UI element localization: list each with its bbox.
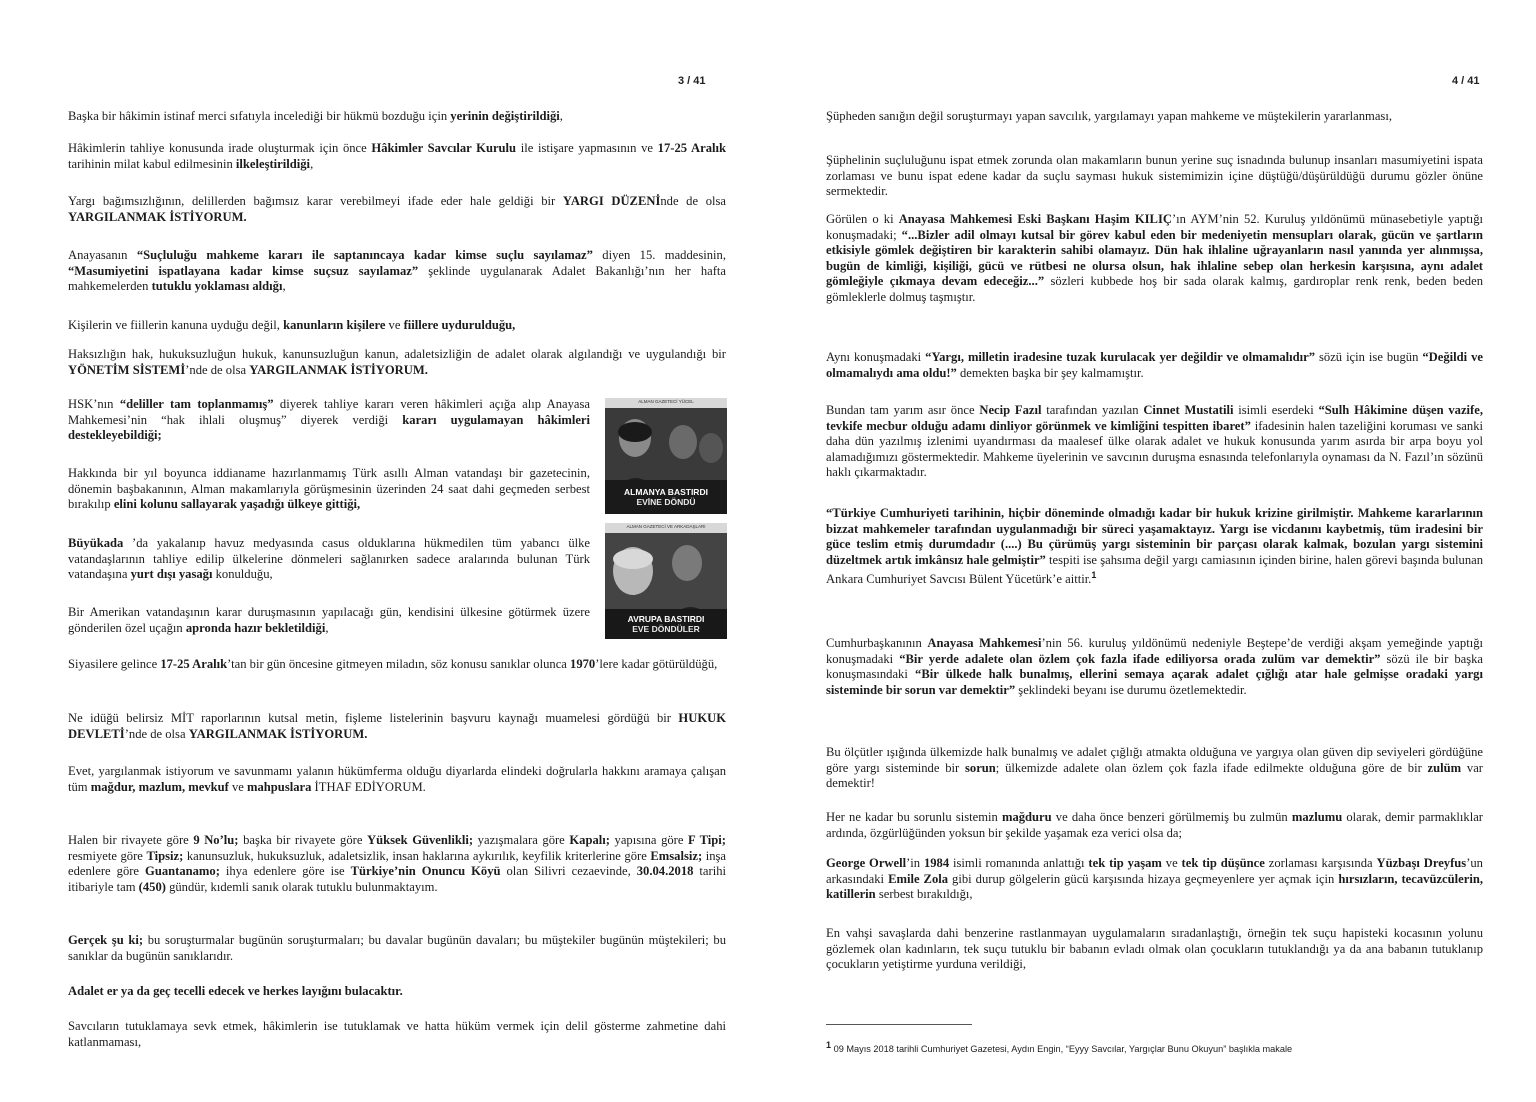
bold-text: “Suçluluğu mahkeme kararı ile saptanıncaya kadar kimse suçlu sayılamaz”	[136, 248, 593, 262]
text-run: konulduğu,	[212, 567, 273, 582]
text-run: Bu ölçütler ışığında ülkemizde halk bunalmış ve adalet çığlığı atmakta olduğuna ve yargıya olan güven dip seviyeleri gördüğüne göre yargı sisteminde bir	[826, 745, 1483, 775]
document-page-4	[768, 0, 1536, 1102]
bold-text: mazlumu	[1291, 810, 1343, 824]
text-run: bu soruşturmalar bugünün soruşturmaları; bu davalar bugünün davaları; bu müştekiler bugünün müştekileri; bu sanıklar da bugünün sanıklarıdır.	[68, 933, 726, 963]
bold-text: yurt dışı yasağı	[130, 567, 213, 582]
bold-text: 17-25 Aralık	[657, 141, 727, 155]
text-run: En vahşi savaşlarda dahi benzerine rastlanmayan uygulamaların sıradanlaştığı, örneğin tek suçu hapisteki kocasının yolunu gözlemek olan kadınların, tek suçu tutuklu bir babanın evladı olmak olan çocukların tutuklandığı ya da ana babanın tutuklanıp çocukların yetiştirme yurduna verildiği,	[826, 926, 1483, 972]
text-run: inşa edenlere göre	[68, 848, 726, 879]
text-run: Halen bir rivayete göre	[68, 833, 194, 847]
bold-text: 17-25 Aralık	[160, 657, 228, 671]
photo-caption-line-1: AVRUPA BASTIRDI	[627, 614, 705, 624]
paragraph	[826, 926, 1483, 973]
bold-text: Guantanamo;	[145, 864, 220, 879]
photo-header-text: ALMAN GAZETECİ VE ARKADAŞLARI	[626, 524, 706, 529]
text-run: Hakkında bir yıl boyunca iddianame hazırlanmamış Türk asıllı Alman vatandaşı bir gazetecinin, dönemin başbakanının, Alman makamlarıyla görüşmesinin üzerinden 24 saat dahi geçmeden serbest bırakılıp	[68, 466, 590, 512]
text-run: ,	[310, 156, 314, 171]
paragraph	[68, 605, 590, 636]
bold-text: Cinnet Mustatili	[1143, 403, 1234, 417]
text-run: diyerek tahliye kararı veren hâkimleri açığa alıp Anayasa Mahkemesi’nin “hak ihlali oluşmuş” diyerek verdiği	[68, 397, 590, 427]
bold-text: “deliller tam toplanmamış”	[119, 397, 274, 411]
text-run: kanunsuzluk, hukuksuzluk, adaletsizlik, insan haklarına aykırılık, keyfilik kriterlerine göre	[183, 848, 651, 863]
bold-text: Tipsiz;	[146, 848, 184, 863]
bold-text: tek tip düşünce	[1181, 856, 1265, 870]
text-run: Savcıların tutuklamaya sevk etmek, hâkimlerin ise tutuklamak ve hatta hüküm vermek için delil gösterme zahmetine dahi katlanmaması,	[68, 1019, 726, 1049]
text-run: ,	[559, 109, 563, 123]
paragraph	[826, 109, 1483, 125]
photo-header-text: ALMAN GAZETECİ YÜCEL	[638, 399, 694, 404]
text-run: ; ülkemizde adalete olan özlem çok fazla ifade edilmekte olduğuna göre de bir	[995, 760, 1428, 775]
bold-text: “Bir ülkede halk bunalmış, ellerini semaya açarak adalet çığlığı atar hale gelmişse oradaki yargı sisteminde bir sorun var demektir”	[826, 667, 1483, 697]
bold-text: tutuklu yoklaması aldığı	[151, 279, 283, 294]
text-run: Görülen o ki	[826, 212, 899, 226]
text-run: Şüpheden sanığın değil soruşturmayı yapan savcılık, yargılamayı yapan mahkeme ve müştekilerin yararlanması,	[826, 109, 1392, 123]
bold-text: 1970	[570, 657, 596, 671]
bold-text: “Türkiye Cumhuriyeti tarihinin, hiçbir döneminde olmadığı kadar bir hukuk krizine girilmiştir. Mahkeme kararlarının bizzat mahkemeler tarafından uygulanmadığı bir süreci yaşamaktayız. Yargı ise vicdanını kaybetmiş, tüm iradesini bir güce teslim etmiş durumdadır (....) Bu çürümüş yargı sisteminin bir parçası olarak kalmak, bozulan yargı sistemini düzeltmek artık imkânsız hale gelmiştir”	[826, 506, 1483, 567]
paragraph	[68, 933, 726, 964]
text-run: resmiyete göre	[68, 848, 147, 863]
text-run: Her ne kadar bu sorunlu sistemin	[826, 810, 1002, 824]
paragraph	[68, 536, 590, 583]
paragraph	[68, 466, 590, 513]
text-run: ’nde de olsa	[185, 362, 250, 377]
text-run: Şüphelinin suçluluğunu ispat etmek zorunda olan makamların bunun yerine suç isnadında bulunup insanları masumiyetini ispata zorlaması ve bunu ispat edene kadar da suçlu sayması hukuk sistemimizin içine düştüğü/düşürüldüğü durumu gözler önüne sermektedir.	[826, 153, 1483, 199]
photo-caption-line-2: EVİNE DÖNDÜ	[636, 497, 696, 507]
text-run: ve	[385, 318, 404, 332]
bold-text: “Bir yerde adalete olan özlem çok fazla ifade ediliyorsa orada zulüm var demektir”	[899, 651, 1381, 666]
paragraph	[68, 347, 726, 378]
paragraph	[68, 141, 726, 172]
text-run: Kişilerin ve fiillerin kanuna uyduğu değil,	[68, 318, 284, 332]
bold-text: YARGILANMAK İSTİYORUM.	[68, 209, 247, 224]
footnote-reference: 1	[1091, 570, 1097, 581]
text-run: Başka bir hâkimin istinaf merci sıfatıyla incelediği bir hükmü bozduğu için	[68, 109, 451, 123]
text-run: ’nde de olsa	[124, 726, 189, 741]
text-run: Haksızlığın hak, hukuksuzluğun hukuk, kanunsuzluğun kanun, adaletsizliğin de adalet olarak algılandığı ve uygulandığı bir	[68, 347, 726, 361]
text-run: ve	[228, 779, 248, 794]
text-run: sözü ile bir başka konuşmasındaki	[826, 651, 1483, 682]
text-run: Yargı bağımsızlığının, delillerden bağımsız karar verebilmeyi ifade eder hale geldiği bir	[68, 194, 563, 208]
text-run: başka bir rivayete göre	[238, 833, 368, 847]
text-run: yazışmalara göre	[473, 833, 570, 847]
photo-caption-line-2: EVE DÖNDÜLER	[632, 624, 700, 634]
bold-text: YARGILANMAK İSTİYORUM.	[249, 362, 428, 377]
text-run: ’lere kadar götürüldüğü,	[595, 657, 718, 671]
bold-text: elini kolunu sallayarak yaşadığı ülkeye gittiği,	[113, 497, 361, 512]
paragraph	[826, 403, 1483, 481]
bold-text: YÖNETİM SİSTEMİ	[68, 362, 186, 377]
text-run: Siyasilere gelince	[68, 657, 161, 671]
text-run: ile istişare yapmasının ve	[516, 141, 658, 155]
bold-text: Yüksek Güvenlikli;	[367, 833, 474, 847]
text-run: ve	[1161, 856, 1182, 870]
text-run: tarihi itibariyle tam	[68, 864, 726, 894]
text-run: İTHAF EDİYORUM.	[311, 779, 426, 794]
text-run: ,	[282, 279, 286, 294]
text-run: Cumhurbaşkanının	[826, 636, 928, 650]
paragraph	[68, 764, 726, 795]
bold-text: 30.04.2018	[636, 864, 694, 879]
bold-text: ilkeleştirildiği	[235, 156, 311, 171]
bold-text: “Masumiyetini ispatlayana kadar kimse suçsuz sayılamaz”	[68, 263, 419, 278]
paragraph	[826, 212, 1483, 306]
text-run: Anayasanın	[68, 248, 137, 262]
news-photo-2	[605, 523, 727, 639]
text-run: yapısına göre	[609, 833, 689, 847]
bold-text: YARGI DÜZENİ	[562, 194, 661, 208]
text-run: Ne idüğü belirsiz MİT raporlarının kutsal metin, fişleme listelerinin başvuru kaynağı muamelesi gördüğü bir	[68, 711, 679, 725]
text-run: ’ın AYM’nin 52. Kuruluş yıldönümü münasebetiyle yaptığı konuşmadaki;	[826, 212, 1483, 242]
text-run: Aynı konuşmadaki	[826, 350, 926, 364]
paragraph	[68, 833, 726, 895]
bold-text: kararı uygulamayan hâkimleri destekleyebildiği;	[68, 412, 590, 443]
text-run: serbest bırakıldığı,	[875, 887, 973, 902]
bold-text: Anayasa Mahkemesi Eski Başkanı Haşim KILIÇ	[898, 212, 1172, 226]
text-run: ’da yakalanıp havuz medyasında casus olduklarına hükmedilen tüm yabancı ülke vatandaşlarının tahliye edilip ülkelerine dönmeleri sağlanırken sadece aralarında bulunan Türk vatandaşına	[68, 536, 590, 582]
news-photo-1	[605, 398, 727, 514]
footnote	[826, 1040, 1486, 1054]
bold-text: Necip Fazıl	[979, 403, 1042, 417]
bold-text: Gerçek şu ki;	[68, 933, 144, 947]
text-run: gibi durup gölgelerin gücü karşısında hizaya geçmeyenlere yer açmak için	[948, 871, 1339, 886]
bold-text: tek tip yaşam	[1088, 856, 1162, 870]
bold-text: sorun	[965, 760, 996, 775]
text-run: şeklindeki beyanı ise durumu özetlemektedir.	[1015, 682, 1247, 697]
text-run: ihya edenlere göre ise	[219, 864, 351, 879]
bold-text: Adalet er ya da geç tecelli edecek ve herkes layığını bulacaktır.	[68, 984, 403, 998]
bold-text: “...Bizler adil olmayı kutsal bir görev kabul eden bir medeniyetin mensupları olarak, gücün ve şartların etkisiyle gömlek değiştiren bir karakterin sahibi olamayız. Dün hak ihlaline uğrayanların nasıl yanında yer alınmışsa, bugün de kimliği, kişiliği, gücü ve rütbesi ne olursa olsun, hak ihlaline sebep olan herkesin karşısına, aynı adalet gömleğiyle çıkmaya devam edeceğiz...”	[826, 227, 1483, 289]
bold-text: “Değildi ve olmamalıydı ama oldu!”	[826, 350, 1483, 380]
paragraph	[68, 984, 726, 1000]
paragraph	[826, 506, 1483, 588]
text-run: gündür, kıdemli sanık olarak tutuklu bulunmaktayım.	[165, 879, 438, 894]
paragraph	[68, 711, 726, 742]
bold-text: 9 No’lu;	[193, 833, 239, 847]
text-run: ve daha önce benzeri görülmemiş bu zulmün	[1051, 810, 1292, 824]
footnote-text: 09 Mayıs 2018 tarihli Cumhuriyet Gazetesi, Aydın Engin, “Eyyy Savcılar, Yargıçlar Bunu Okuyun” başlıkla makale	[833, 1044, 1293, 1055]
paragraph	[68, 397, 590, 444]
page-number: 4 / 41	[1452, 75, 1480, 87]
text-run: ifadesinin halen tazeliğini koruması ve sanki daha dün yazılmış izlenimi uyandırması da maalesef ülke olarak adalet ve hukuk konusunda yarım asırda bir arpa boyu yol alamadığımızı göstermektedir. Mahkeme üyelerinin ve savcının duruşma esnasında telefonlarıyla oynaması da N. Fazıl’ın sözünü haklı çıkarmaktadır.	[826, 418, 1483, 480]
paragraph	[826, 153, 1483, 200]
text-run: şeklinde uygulanarak Adalet Bakanlığı’nın her hafta mahkemelerden	[68, 263, 726, 294]
paragraph	[68, 248, 726, 295]
text-run: sözü için ise bugün	[1315, 350, 1423, 364]
text-run: ’in	[906, 856, 924, 870]
bold-text: “Yargı, milletin iradesine tuzak kurulacak yer değildir ve olmamalıdır”	[925, 350, 1316, 364]
footnote-marker: 1	[826, 1040, 832, 1050]
bold-text: mağduru	[1001, 810, 1052, 824]
text-run: olarak, demir parmaklıklar ardında, özgürlüğünden yoksun bir şekilde yaşamak eza verici olsa da;	[826, 810, 1483, 840]
text-run: olan Silivri cezaevinde,	[500, 864, 637, 879]
paragraph	[826, 856, 1483, 903]
text-run: ’tan bir gün öncesine gitmeyen miladın, söz konusu sanıklar olunca	[227, 657, 571, 671]
bold-text: George Orwell	[826, 856, 907, 870]
bold-text: Büyükada	[68, 536, 124, 550]
paragraph	[68, 1019, 726, 1050]
paragraph	[826, 810, 1483, 841]
paragraph	[68, 657, 726, 673]
bold-text: Yüzbaşı Dreyfus	[1376, 856, 1467, 870]
text-run: nde de olsa	[660, 194, 727, 208]
text-run: tarihinin milat kabul edilmesinin	[68, 156, 236, 171]
bold-text: YARGILANMAK İSTİYORUM.	[188, 726, 368, 741]
photo-caption-line-1: ALMANYA BASTIRDI	[624, 487, 708, 497]
paragraph	[826, 350, 1483, 381]
bold-text: Anayasa Mahkemesi	[927, 636, 1042, 650]
bold-text: HUKUK DEVLETİ	[68, 711, 726, 741]
paragraph	[68, 109, 726, 125]
text-run: Evet, yargılanmak istiyorum ve savunmamı yalanın hükümferma olduğu diyarlarda elindeki doğrularla hakkını aramaya çalışan tüm	[68, 764, 726, 794]
text-run: demekten başka bir şey kalmamıştır.	[956, 365, 1144, 380]
paragraph	[68, 194, 726, 225]
bold-text: mağdur, mazlum, mevkuf	[90, 779, 229, 794]
bold-text: (450)	[138, 879, 166, 894]
bold-text: yerinin değiştirildiği	[450, 109, 560, 123]
text-run: ,	[325, 620, 329, 635]
text-run: isimli eserdeki	[1233, 403, 1319, 417]
bold-text: Kapalı;	[569, 833, 610, 847]
bold-text: mahpuslara	[247, 779, 312, 794]
bold-text: hırsızların, tecavüzcülerin, katillerin	[826, 871, 1483, 902]
text-run: ’un arkasındaki	[826, 856, 1483, 886]
bold-text: Emsalsiz;	[650, 848, 703, 863]
text-run: ’nin 56. kuruluş yıldönümü nedeniyle Beştepe’de verdiği akşam yemeğinde yaptığı konuşmadaki	[826, 636, 1483, 666]
bold-text: kanunların kişilere	[283, 318, 386, 332]
bold-text: 1984	[923, 856, 950, 870]
text-run: Hâkimlerin tahliye konusunda irade oluşturmak için önce	[68, 141, 372, 155]
text-run: Bundan tam yarım asır önce	[826, 403, 980, 417]
text-run: zorlaması karşısında	[1264, 856, 1377, 870]
footnote-separator	[826, 1024, 972, 1025]
text-run: HSK’nın	[68, 397, 120, 411]
text-run: tarafından yazılan	[1041, 403, 1144, 417]
bold-text: “Sulh Hâkimine düşen vazife, tevkife mecbur olduğu adamı dinliyor görünmek ve kimliğini tespitten ibaret”	[826, 403, 1483, 433]
paragraph	[826, 636, 1483, 698]
bold-text: fiillere uydurulduğu,	[403, 318, 516, 332]
text-run: var demektir!	[826, 760, 1483, 791]
text-run: isimli romanında anlattığı	[949, 856, 1089, 870]
paragraph	[826, 745, 1483, 792]
bold-text: Emile Zola	[888, 871, 949, 886]
page-number: 3 / 41	[678, 75, 706, 87]
text-run: diyen 15. maddesinin,	[592, 248, 726, 262]
paragraph	[68, 318, 726, 334]
text-run: sözleri kubbede hoş bir sada olarak kalmış, gardıroplar renk renk, beden beden gömleklerle dolmuş taşmıştır.	[826, 274, 1483, 304]
text-run: Bir Amerikan vatandaşının karar duruşmasının yapılacağı gün, kendisini ülkesine götürmek üzere gönderilen özel uçağın	[68, 605, 590, 635]
bold-text: F Tipi;	[688, 833, 726, 847]
bold-text: Türkiye’nin Onuncu Köyü	[350, 864, 501, 879]
bold-text: apronda hazır bekletildiği	[185, 620, 326, 635]
bold-text: Hâkimler Savcılar Kurulu	[371, 141, 517, 155]
bold-text: zulüm	[1427, 760, 1462, 775]
text-run: tespiti ise şahsıma değil yargı camiasının içinden birine, halen görevi başında bulunan Ankara Cumhuriyet Savcısı Bülent Yücetürk’e aittir.	[826, 552, 1484, 587]
